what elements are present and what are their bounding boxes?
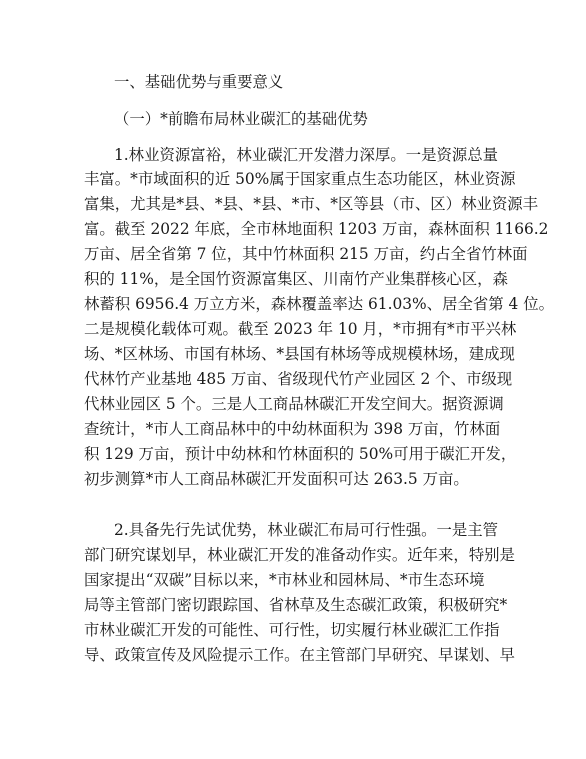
paragraph-line: 代林竹产业基地 485 万亩、省级现代竹产业园区 2 个、市级现 [84, 370, 513, 388]
section-heading: 一、基础优势与重要意义 [114, 73, 284, 91]
paragraph-line: 初步测算*市人工商品林碳汇开发面积可达 263.5 万亩。 [84, 470, 469, 488]
paragraph-line: 部门研究谋划早，林业碳汇开发的准备动作实。近年来，特别是 [84, 546, 515, 564]
paragraph-line: 查统计，*市人工商品林中的中幼林面积为 398 万亩，竹林面 [84, 420, 501, 438]
paragraph-line: 积的 11%，是全国竹资源富集区、川南竹产业集群核心区，森 [84, 270, 508, 288]
paragraph-line: 2.具备先行先试优势，林业碳汇布局可行性强。一是主管 [114, 521, 499, 539]
paragraph-line: 丰富。*市域面积的近 50%属于国家重点生态功能区，林业资源 [84, 170, 516, 188]
paragraph-line: 场、*区林场、市国有林场、*县国有林场等成规模林场，建成现 [84, 345, 515, 363]
paragraph-line: 代林业园区 5 个。三是人工商品林碳汇开发空间大。据资源调 [84, 395, 504, 413]
paragraph-line: 市林业碳汇开发的可能性、可行性，切实履行林业碳汇工作指 [84, 621, 500, 639]
paragraph-line: 1.林业资源富裕，林业碳汇开发潜力深厚。一是资源总量 [114, 146, 499, 164]
paragraph-line: 富。截至 2022 年底，全市林地面积 1203 万亩，森林面积 1166.2 [84, 220, 549, 238]
paragraph-line: 林蓄积 6956.4 万立方米，森林覆盖率达 61.03%、居全省第 4 位。 [84, 295, 554, 313]
paragraph-line: 万亩、居全省第 7 位，其中竹林面积 215 万亩，约占全省竹林面 [84, 245, 528, 263]
paragraph-line: 积 129 万亩，预计中幼林和竹林面积的 50%可用于碳汇开发， [84, 445, 517, 463]
paragraph-line: 富集，尤其是*县、*县、*县、*市、*区等县（市、区）林业资源丰 [84, 195, 539, 213]
subsection-heading: （一）*前瞻布局林业碳汇的基础优势 [114, 110, 368, 128]
paragraph-line: 国家提出“双碳”目标以来，*市林业和园林局、*市生态环境 [84, 571, 485, 589]
paragraph-line: 局等主管部门密切跟踪国、省林草及生态碳汇政策，积极研究* [84, 596, 508, 614]
paragraph-line: 导、政策宣传及风险提示工作。在主管部门早研究、早谋划、早 [84, 646, 515, 664]
paragraph-line: 二是规模化载体可观。截至 2023 年 10 月，*市拥有*市平兴林 [84, 320, 517, 338]
